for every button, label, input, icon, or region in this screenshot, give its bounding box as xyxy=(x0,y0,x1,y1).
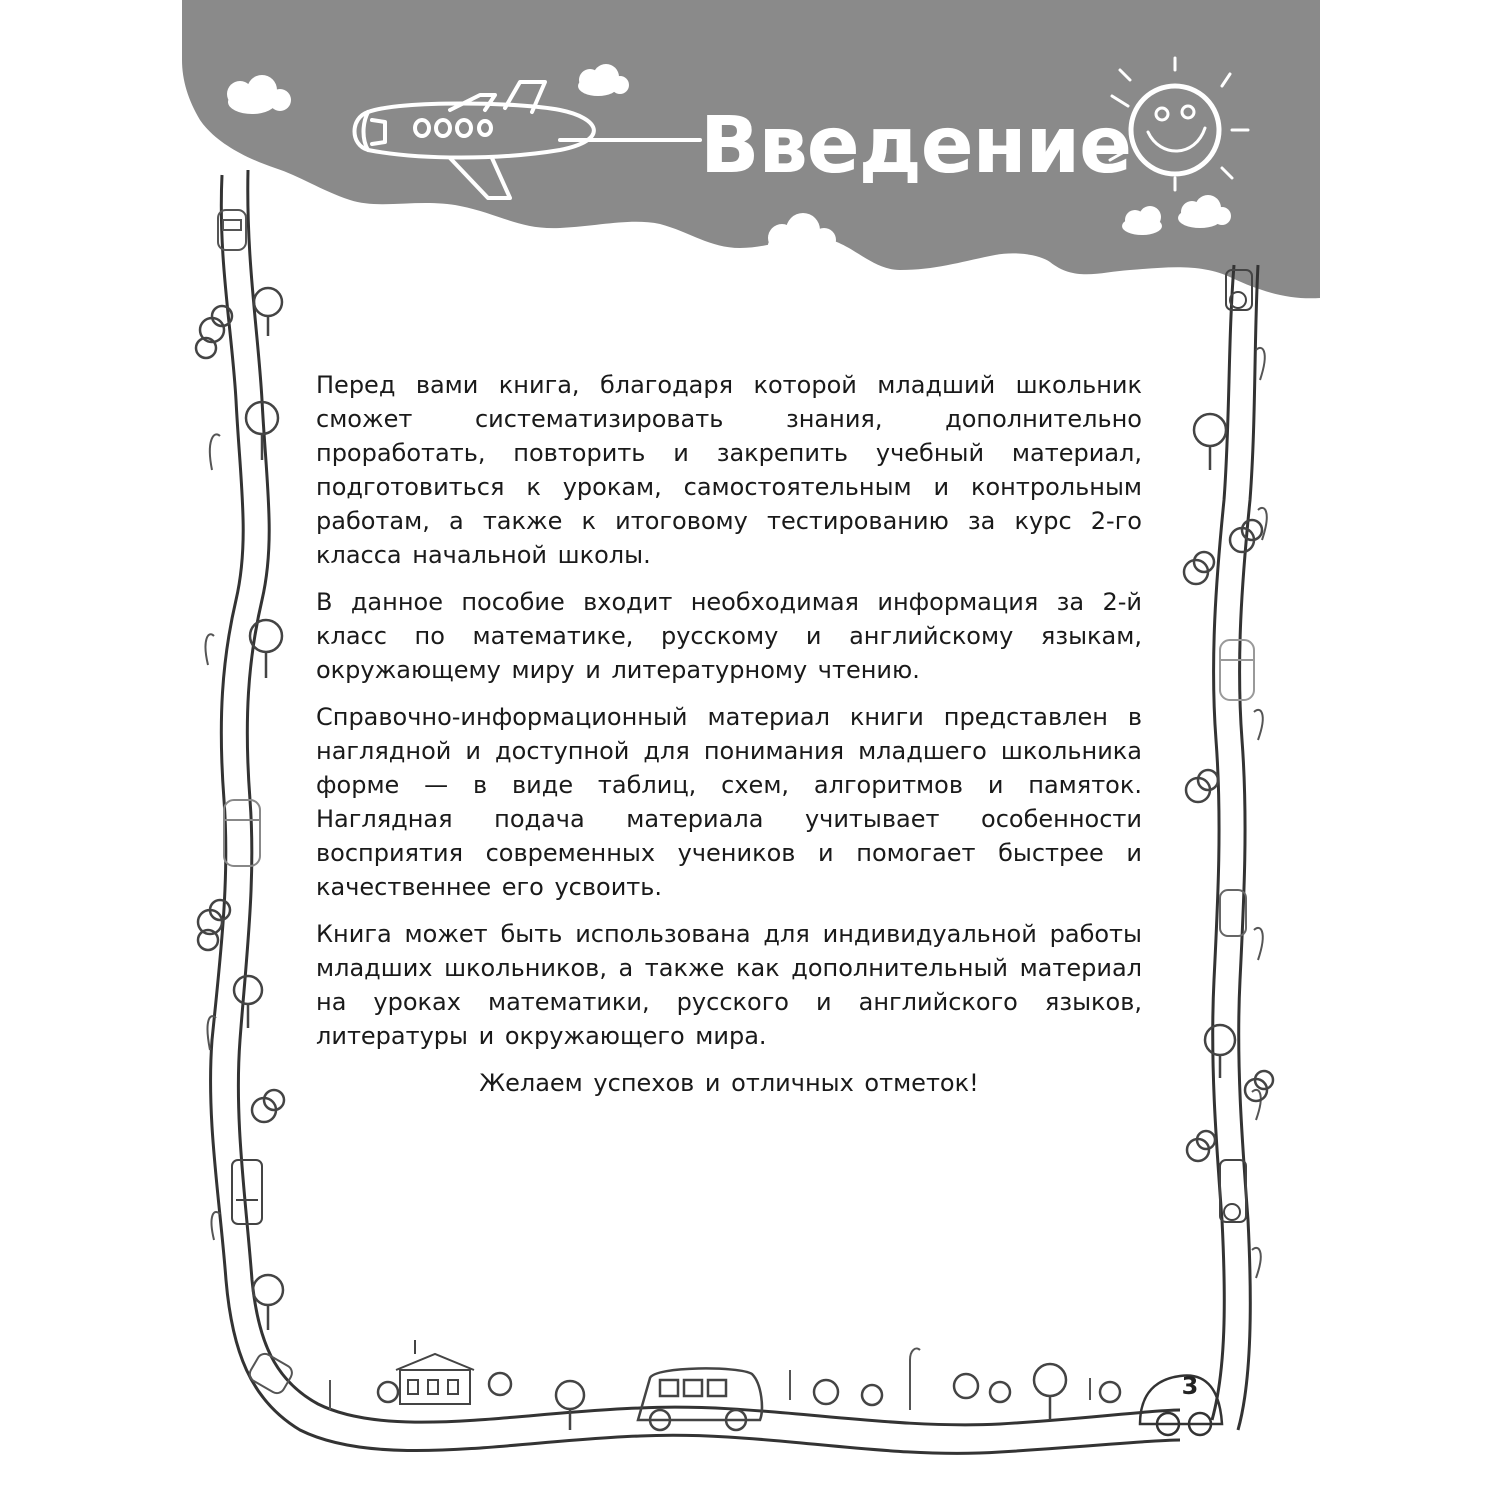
tree-icon xyxy=(814,1364,1120,1420)
paragraph: Перед вами книга, благодаря которой младший школьник сможет систематизировать знания, дополнительно проработать, повторить и закрепить учебный материал, подготовиться к урокам, самостоятельным и контрольным работам, а также к итоговому тестированию за курс 2-го класса начальной школы. xyxy=(316,371,1142,569)
page-title: Введение xyxy=(700,101,1132,191)
car-icon xyxy=(1220,640,1254,700)
paragraph: Справочно-информационный материал книги представлен в наглядной и доступной для понимания младшего школьника форме — в виде таблиц, схем, алгоритмов и памяток. Наглядная подача материала учитывает особенности восприятия современных учеников и помогает быстрее и качественнее его усвоить. xyxy=(316,703,1142,901)
tree-icon xyxy=(1187,1131,1215,1161)
page-number: 3 xyxy=(1181,1372,1199,1400)
tree-icon xyxy=(1205,1025,1235,1078)
intro-text xyxy=(316,368,1142,1113)
bus-icon xyxy=(638,1368,762,1430)
tree-icon xyxy=(252,1090,284,1122)
car-icon xyxy=(224,800,260,866)
tree-icon xyxy=(254,288,282,336)
house-icon xyxy=(396,1340,474,1404)
street-lamp-icon xyxy=(1252,348,1267,1278)
tree-icon xyxy=(1184,552,1214,584)
closing-wish: Желаем успехов и отличных отметок! xyxy=(479,1069,979,1097)
car-icon xyxy=(1220,1160,1246,1222)
tree-icon xyxy=(234,976,262,1028)
paragraph: Книга может быть использована для индивидуальной работы младших школьников, а также как дополнительный материал на уроках математики, русского и английского языков, литературы и окружающего мира. xyxy=(316,920,1142,1050)
tree-icon xyxy=(1194,414,1226,470)
paragraph: В данное пособие входит необходимая информация за 2-й класс по математике, русскому и английскому языкам, окружающему миру и литературному чтению. xyxy=(316,588,1142,684)
tree-icon xyxy=(1245,1071,1273,1101)
tree-icon xyxy=(1186,770,1218,802)
